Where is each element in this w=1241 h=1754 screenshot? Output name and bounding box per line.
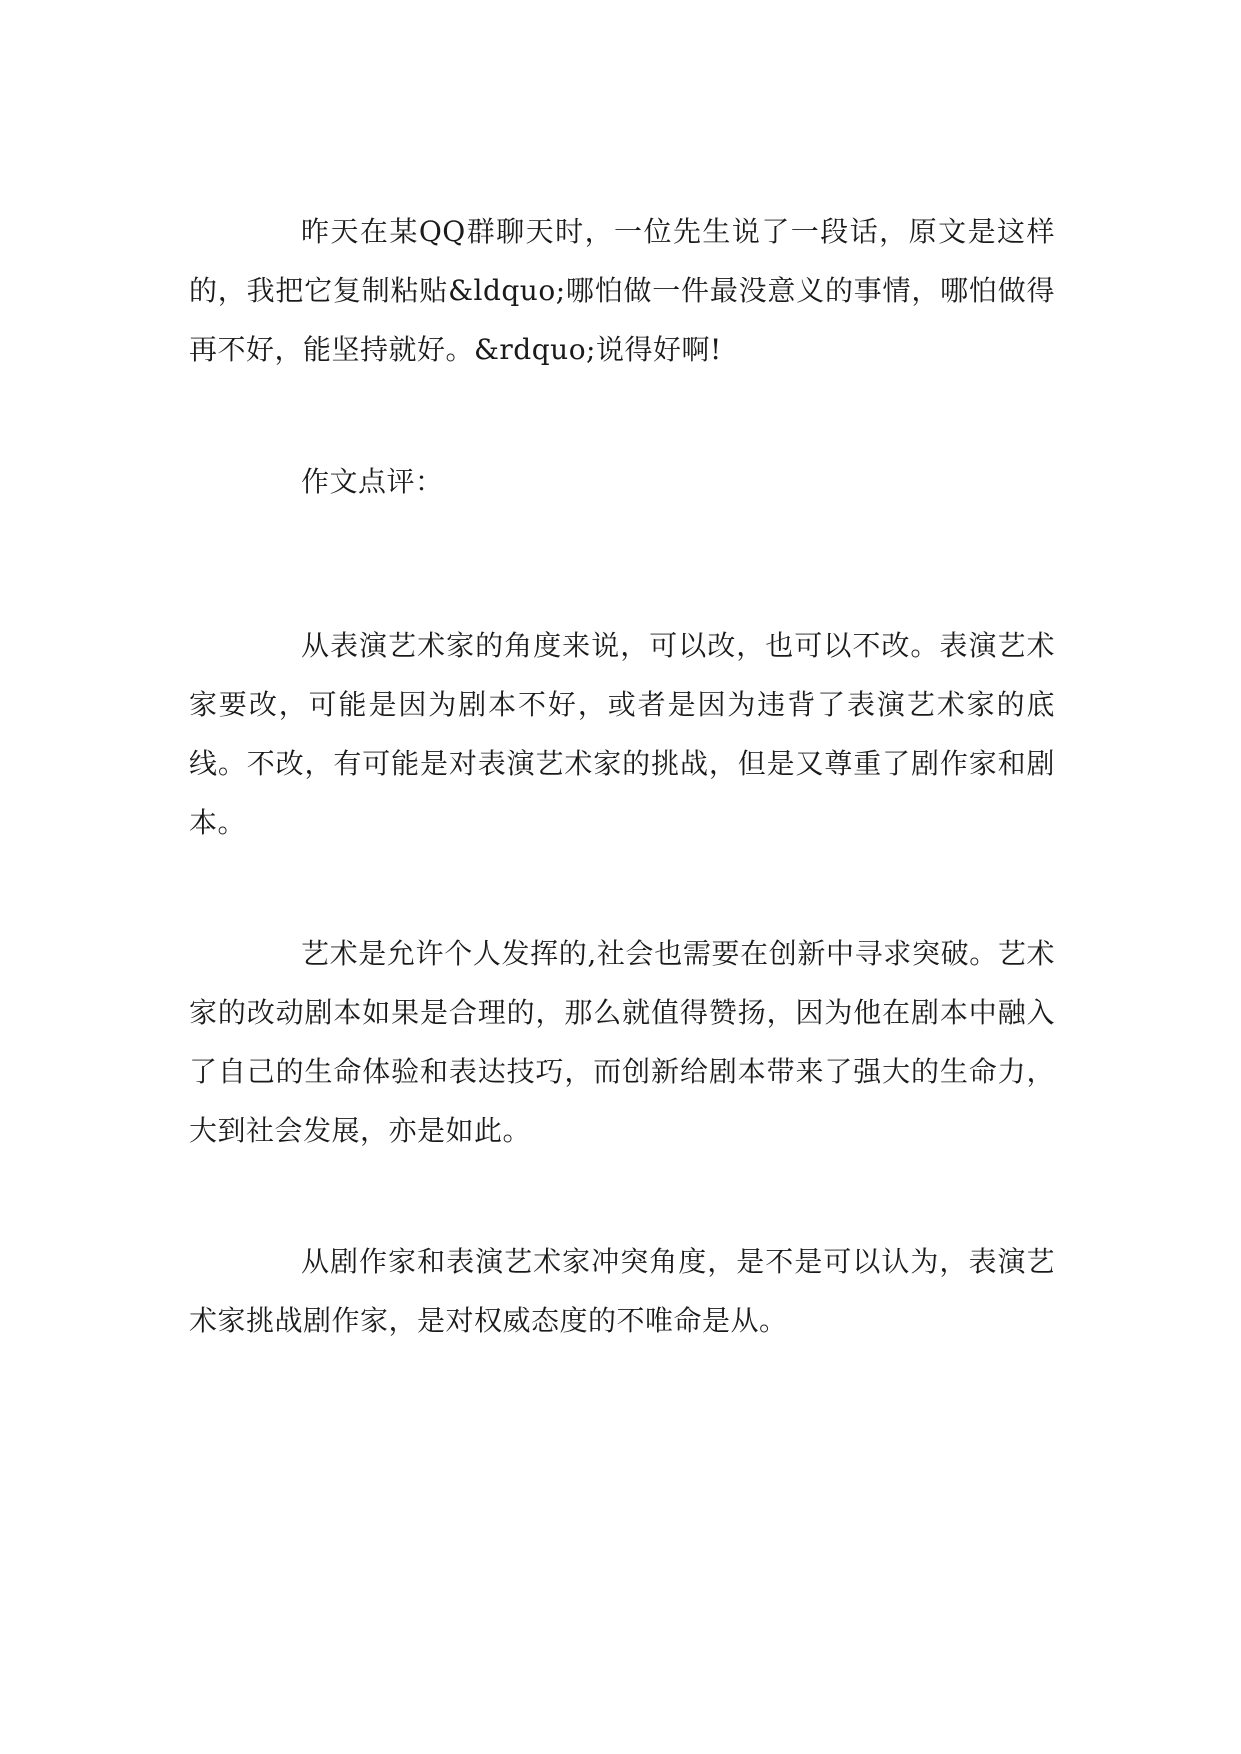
paragraph-performer-view: 从表演艺术家的角度来说，可以改，也可以不改。表演艺术家要改，可能是因为剧本不好，或者是因为违背了表演艺术家的底线。不改，有可能是对表演艺术家的挑战，但是又尊重了剧作家和剧本。 [189,629,1055,839]
paragraph-conflict-view: 从剧作家和表演艺术家冲突角度，是不是可以认为，表演艺术家挑战剧作家，是对权威态度的不唯命是从。 [189,1245,1055,1337]
paragraph-intro: 昨天在某QQ群聊天时，一位先生说了一段话，原文是这样的，我把它复制粘贴&ldquo;哪怕做一件最没意义的事情，哪怕做得再不好，能坚持就好。&rdquo;说得好啊! [189,215,1055,366]
paragraph-comment-heading: 作文点评： [301,465,444,498]
paragraph-art-innovation: 艺术是允许个人发挥的,社会也需要在创新中寻求突破。艺术家的改动剧本如果是合理的，那么就值得赞扬，因为他在剧本中融入了自己的生命体验和表达技巧，而创新给剧本带来了强大的生命力，大到社会发展，亦是如此。 [189,937,1055,1147]
